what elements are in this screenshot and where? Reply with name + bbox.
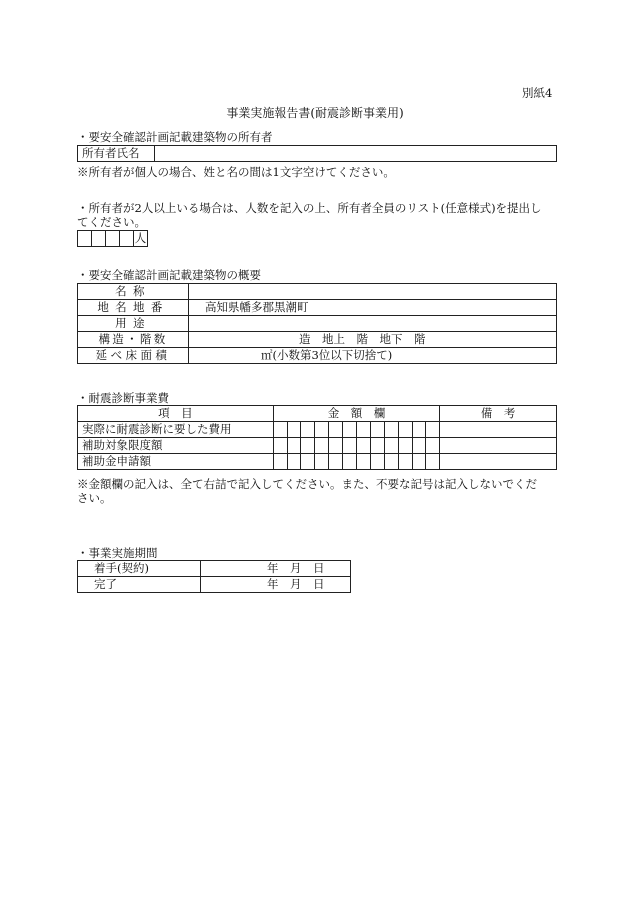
amount-digit-cell[interactable] — [329, 438, 343, 454]
cost-table — [77, 405, 557, 470]
period-label-complete: 完了 — [78, 577, 201, 593]
building-label-floor-area: 延べ床面積 — [78, 348, 189, 364]
building-value-use[interactable] — [189, 316, 557, 332]
cost-note-2: さい。 — [77, 491, 112, 505]
amount-digit-cell[interactable] — [412, 454, 426, 470]
building-label-name: 名称 — [78, 284, 189, 300]
amount-digit-cell[interactable] — [384, 422, 398, 438]
amount-digit-cell[interactable] — [301, 422, 315, 438]
amount-digit-cell[interactable] — [329, 454, 343, 470]
amount-digit-cell[interactable] — [343, 438, 357, 454]
cost-note-1: ※金額欄の記入は、全て右詰で記入してください。また、不要な記号は記入しないでくだ — [77, 477, 537, 491]
building-table — [77, 283, 557, 364]
owner-count-table — [77, 230, 148, 247]
cost-remarks-cell[interactable] — [440, 454, 557, 470]
building-value-floor-area[interactable]: ㎡(小数第3位以下切捨て) — [189, 348, 557, 364]
owner-note: ※所有者が個人の場合、姓と名の間は1文字空けてください。 — [77, 165, 395, 179]
building-section-heading: ・要安全確認計画記載建築物の概要 — [77, 268, 261, 282]
amount-digit-cell[interactable] — [329, 422, 343, 438]
amount-digit-cell[interactable] — [357, 438, 371, 454]
building-value-name[interactable] — [189, 284, 557, 300]
cost-section-heading: ・耐震診断事業費 — [77, 391, 169, 405]
amount-digit-cell[interactable] — [301, 438, 315, 454]
amount-digit-cell[interactable] — [287, 422, 301, 438]
amount-digit-cell[interactable] — [370, 454, 384, 470]
amount-digit-cell[interactable] — [287, 438, 301, 454]
cost-header-remarks: 備 考 — [440, 406, 557, 422]
amount-digit-cell[interactable] — [301, 454, 315, 470]
cost-remarks-cell[interactable] — [440, 422, 557, 438]
amount-digit-cell[interactable] — [412, 438, 426, 454]
cost-header-amount: 金 額 欄 — [273, 406, 440, 422]
amount-digit-cell[interactable] — [370, 422, 384, 438]
amount-digit-cell[interactable] — [315, 454, 329, 470]
building-label-address: 地名地番 — [78, 300, 189, 316]
amount-digit-cell[interactable] — [315, 422, 329, 438]
amount-digit-cell[interactable] — [398, 438, 412, 454]
period-label-start: 着手(契約) — [78, 561, 201, 577]
amount-digit-cell[interactable] — [357, 454, 371, 470]
owner-count-digit[interactable] — [92, 231, 106, 247]
building-label-use: 用途 — [78, 316, 189, 332]
building-value-structure[interactable]: 造 地上 階 地下 階 — [189, 332, 557, 348]
owner-name-field[interactable] — [155, 146, 557, 162]
owner-table — [77, 145, 557, 162]
amount-digit-cell[interactable] — [426, 422, 440, 438]
cost-header-item: 項 目 — [78, 406, 274, 422]
amount-digit-cell[interactable] — [315, 438, 329, 454]
multiple-owners-text-2: てください。 — [77, 215, 146, 229]
owner-count-digit[interactable] — [106, 231, 120, 247]
amount-digit-cell[interactable] — [384, 454, 398, 470]
multiple-owners-text-1: ・所有者が2人以上いる場合は、人数を記入の上、所有者全員のリスト(任意様式)を提出し — [77, 201, 542, 215]
owner-section-heading: ・要安全確認計画記載建築物の所有者 — [77, 130, 273, 144]
amount-digit-cell[interactable] — [273, 438, 287, 454]
attachment-label: 別紙4 — [522, 86, 553, 100]
owner-count-digit[interactable] — [120, 231, 134, 247]
period-value-start[interactable]: 年 月 日 — [201, 561, 351, 577]
owner-count-unit: 人 — [134, 231, 147, 245]
amount-digit-cell[interactable] — [343, 454, 357, 470]
cost-row-label: 実際に耐震診断に要した費用 — [78, 422, 274, 438]
building-label-structure: 構造・階数 — [78, 332, 189, 348]
amount-digit-cell[interactable] — [384, 438, 398, 454]
cost-row-label: 補助金申請額 — [78, 454, 274, 470]
owner-name-label: 所有者氏名 — [78, 146, 155, 162]
amount-digit-cell[interactable] — [357, 422, 371, 438]
document-title: 事業実施報告書(耐震診断事業用) — [226, 106, 404, 120]
amount-digit-cell[interactable] — [343, 422, 357, 438]
period-section-heading: ・事業実施期間 — [77, 546, 158, 560]
cost-remarks-cell[interactable] — [440, 438, 557, 454]
owner-count-digit[interactable] — [78, 231, 92, 247]
amount-digit-cell[interactable] — [412, 422, 426, 438]
amount-digit-cell[interactable] — [398, 454, 412, 470]
amount-digit-cell[interactable] — [398, 422, 412, 438]
amount-digit-cell[interactable] — [370, 438, 384, 454]
building-value-address[interactable]: 高知県幡多郡黒潮町 — [189, 300, 557, 316]
period-value-complete[interactable]: 年 月 日 — [201, 577, 351, 593]
amount-digit-cell[interactable] — [273, 422, 287, 438]
period-table — [77, 560, 351, 593]
amount-digit-cell[interactable] — [273, 454, 287, 470]
amount-digit-cell[interactable] — [287, 454, 301, 470]
cost-row-label: 補助対象限度額 — [78, 438, 274, 454]
amount-digit-cell[interactable] — [426, 454, 440, 470]
amount-digit-cell[interactable] — [426, 438, 440, 454]
